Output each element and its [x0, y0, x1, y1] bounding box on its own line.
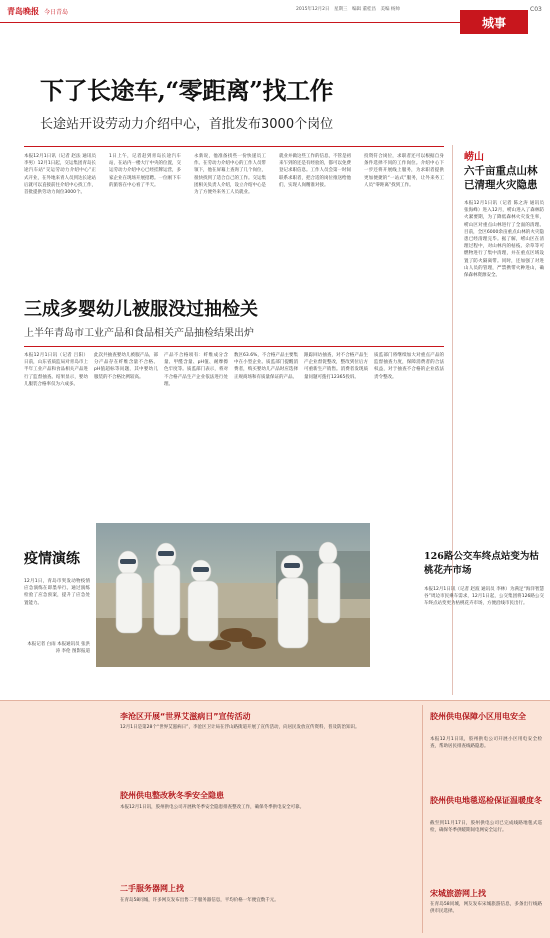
- briefs-divider: [422, 705, 423, 933]
- mid-rule: [24, 346, 444, 347]
- section-label: 今日青岛: [44, 9, 69, 16]
- lead-column-1: 本报12月1日讯（记者 赵法 通讯员 李男）12月1日起，交运集团青岛长途汽车站“交运劳动力介绍中心”正式开业，在外地来青人员到达长途站后就可以直接前往介绍中心找工作，首批提供劳动力岗位3000个。: [24, 154, 96, 196]
- drill-scene-illustration: [96, 523, 370, 667]
- sidebar-1-text: 本报12月1日讯（记者 陈之涛 通讯员 张海峰）进入12月，崂山进入了森林防火紧要期，为了降低森林火灾发生率，崂山区对重点山林进行了全面的清理。目前，全区6000余亩重点山林的火灾隐患已经清理完毕。据了解，崂山区在清理过程中，对山林内的枯枝、杂草等可燃物进行了集中清理，并在重点区域设置了防火隔离带。同时，还加强了对进山人员的管理，严禁携带火种进山，确保森林资源安全。: [464, 201, 544, 279]
- mid-column-3: 产品不合格项有：纤维成分含量、甲醛含量、pH值、耐摩擦色牢度等。质监部门表示，将对不合格产品生产企业依法进行处理。: [164, 353, 228, 387]
- header-rule: [0, 22, 460, 23]
- lead-column-4: 就业并做这些工作的信息，不管是初来乍到的还是有经验的，都可以免费登记求职信息。工作人员会第一时间联系求职者，把合适的岗位推送给他们，实现人岗精准对接。: [279, 154, 351, 188]
- city-section-tab: 城事: [460, 10, 528, 34]
- brief-right-3-text: 在青岛58同城，网友发布宋城旅游信息，多条出行线路供市民选择。: [430, 902, 542, 915]
- mid-column-2: 此次共抽查婴幼儿被服产品，部分产品存在纤维含量不合格、pH值超标等问题，其中婴幼儿服装的不合格比例较高。: [94, 353, 158, 380]
- photo-story-text: 12月1日，青岛市突发动物疫情应急演练在即墨举行。通过演练检验了应急预案，提升了应急处置能力。: [24, 579, 90, 606]
- lead-rule: [24, 146, 444, 147]
- brief-right-3-title: 宋城旅游网上找: [430, 889, 486, 898]
- page-number: C03: [530, 6, 542, 13]
- sidebar-1-title: 六千亩重点山林已清理火灾隐患: [464, 165, 538, 191]
- photo-credit: 本报记者 白雨 本报通讯员 张洪涛 李伦 图影报道: [27, 642, 90, 655]
- newspaper-logo: 青岛晚报: [7, 6, 39, 16]
- brief-left-3-title: 二手服务器网上找: [120, 884, 184, 893]
- sidebar-kicker: 崂山: [464, 152, 484, 163]
- mid-column-6: 质监部门将继续加大对重点产品的监督抽查力度，保障消费者的合法权益，对于抽查不合格的企业依法责令整改。: [374, 353, 444, 380]
- sidebar-2-text: 本报12月1日讯（记者 赵波 通讯员 李林）为满足“海洋智慧谷”周边市民乘车需求，12月1日起，公交集团将126路公交车终点站变更为枯桃花卉市场，方便沿线市民出行。: [424, 587, 544, 607]
- lead-headline: 下了长途车,“零距离”找工作: [40, 76, 333, 105]
- sidebar-2-title: 126路公交车终点站变为枯桃花卉市场: [424, 551, 539, 576]
- lead-subheadline: 长途站开设劳动力介绍中心，首批发布3000个岗位: [40, 117, 334, 132]
- brief-right-2-title: 胶州供电地毯巡检保证温暖度冬: [430, 796, 542, 805]
- brief-left-1-title: 李沧区开展“世界艾滋病日”宣传活动: [120, 712, 251, 721]
- date-line: 2015年12月2日 星期三 编辑 董桂昌 美编 杨帅: [296, 7, 400, 12]
- lead-column-3: 永新说，他准备找些一份快递员工作。在劳动力介绍中心的工作人员带领下，他在屏幕上查询了几个岗位，很快找到了适合自己的工作。交运集团相关负责人介绍，设立介绍中心是为了方便外来务工人员就业。: [194, 154, 266, 196]
- lead-column-5: 投资符合岗位，求职者还可以根据自身条件选择不同的工作岗位。介绍中心下一步还将开展线上服务，为求职者提供更加便捷的“一站式”服务，让外来务工人员“零距离”找到工作。: [364, 154, 444, 188]
- brief-right-1-title: 胶州供电保障小区用电安全: [430, 712, 526, 721]
- briefs-rule: [0, 700, 550, 701]
- brief-left-3-text: 在青岛58同城，许多网友发布出售二手服务器信息，平均价格一年便宜数千元。: [120, 898, 279, 903]
- mid-headline: 三成多婴幼儿被服没过抽检关: [24, 299, 258, 320]
- brief-left-2-title: 胶州供电整改秋冬季安全隐患: [120, 791, 224, 800]
- brief-left-2-text: 本报12月1日讯，胶州供电公司开展秋冬季安全隐患排查整改工作，确保冬季供电安全可靠。: [120, 805, 305, 810]
- lead-column-2: 1日上午，记者赶到青岛长途汽车站，在站内一楼大厅中央的位置，交运劳动力介绍中心已经挂牌运营，多家企业在现场开展招聘。一位刚下车的旅客在中心看了半天。: [109, 154, 181, 188]
- mid-subheadline: 上半年青岛市工业产品和食品相关产品抽检结果出炉: [24, 328, 254, 339]
- brief-left-1-text: 12月1日是第28个“世界艾滋病日”，李沧区卫计局在浮山路街道开展了宣传活动，向居民发放宣传资料，普及防治知识。: [120, 725, 360, 730]
- news-photo-drill: [96, 523, 370, 667]
- mid-column-1: 本报12月1日讯（记者 吕阳）日前，山东省质监局对青岛市上半年工业产品和食品相关产品进行了监督抽查。结果显示，婴幼儿服装合格率仅为六成多。: [24, 353, 88, 387]
- mid-column-5: 跟踪回访抽查，对不合格产品生产企业督促整改，整改到位后方可重新生产销售。消费者发现质量问题可拨打12365投诉。: [304, 353, 368, 380]
- brief-right-2-text: 截至到11月17日，胶州供电公司已完成线路地毯式巡检，确保冬季供暖期间电网安全运行。: [430, 821, 542, 834]
- brief-right-1-text: 本报12月1日讯，胶州供电公司开展小区用电安全检查，帮助居民排查线路隐患。: [430, 737, 542, 750]
- photo-story-title: 疫情演练: [24, 551, 80, 567]
- mid-column-4: 数区63.6%，不合格产品主要集中在小型企业。质监部门提醒消费者，购买婴幼儿产品时应选择正规商场和有质量保证的产品。: [234, 353, 298, 380]
